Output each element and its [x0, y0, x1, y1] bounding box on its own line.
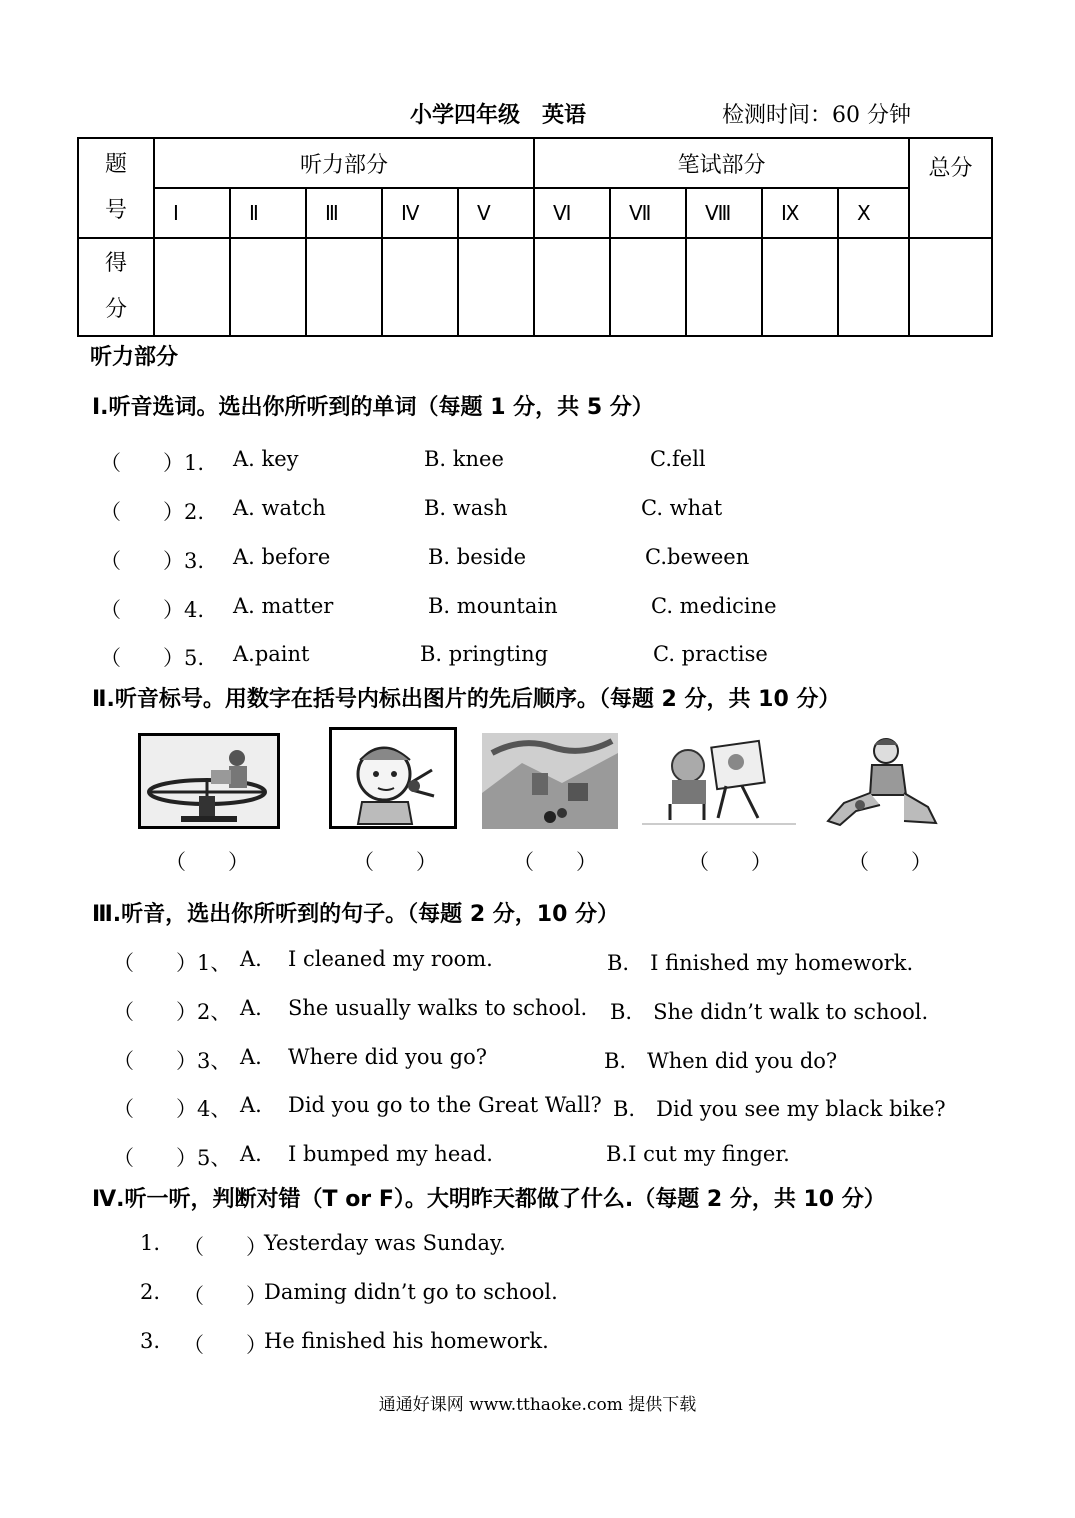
numeral-10: Ⅹ	[838, 188, 909, 238]
score-cell-8[interactable]	[686, 238, 762, 336]
s1-q1-b[interactable]: B. knee	[424, 447, 504, 471]
s1-q5-num: （ ）5.	[100, 646, 205, 670]
numeral-8: Ⅷ	[686, 188, 762, 238]
tihao-cell	[78, 138, 154, 238]
score-cell-2[interactable]	[230, 238, 306, 336]
s1-q5-c[interactable]: C. practise	[653, 642, 768, 666]
s3-q1-a-label: A.	[240, 947, 262, 971]
painting-icon	[642, 738, 796, 828]
s3-q5-a[interactable]: I bumped my head.	[288, 1142, 493, 1166]
s3-q1-a[interactable]: I cleaned my room.	[288, 947, 493, 971]
s1-q2-c[interactable]: C. what	[641, 496, 723, 520]
total-header: 总分	[909, 138, 992, 238]
s4-q3-num: 3.	[140, 1329, 161, 1353]
s3-q3-num: （ ）3、	[113, 1049, 232, 1073]
s4-q3-bracket[interactable]: （ ）	[183, 1333, 267, 1357]
merry-go-round-icon	[138, 733, 280, 829]
section1-title: Ⅰ.听音选词。选出你所听到的单词（每题 1 分，共 5 分）	[92, 395, 654, 420]
s1-q4-a[interactable]: A. matter	[233, 594, 334, 618]
s1-q4-b[interactable]: B. mountain	[428, 594, 558, 618]
s3-q5-b[interactable]: B.I cut my finger.	[606, 1142, 790, 1166]
s3-q5-num: （ ）5、	[113, 1146, 232, 1170]
numeral-3: Ⅲ	[306, 188, 382, 238]
s3-q3-a-label: A.	[240, 1045, 262, 1069]
great-wall-icon	[482, 733, 618, 829]
defen-label: 得 分	[104, 251, 127, 322]
score-table	[77, 137, 993, 337]
s1-q3-b[interactable]: B. beside	[428, 545, 527, 569]
tihao-label: 题 号	[104, 152, 127, 223]
s1-q1-a[interactable]: A. key	[233, 447, 299, 471]
listening-header: 听力部分	[154, 138, 534, 188]
footer-credit: 通通好课网 www.tthaoke.com 提供下载	[378, 1395, 697, 1415]
s1-q3-num: （ ）3.	[100, 549, 205, 573]
score-cell-7[interactable]	[610, 238, 686, 336]
s4-q2-text: Daming didn’t go to school.	[264, 1280, 558, 1304]
s3-q4-a[interactable]: Did you go to the Great Wall?	[288, 1093, 602, 1117]
s3-q2-a[interactable]: She usually walks to school.	[288, 996, 588, 1020]
exam-time: 检测时间：60 分钟	[722, 103, 911, 128]
s3-q5-a-label: A.	[240, 1142, 262, 1166]
s1-q5-a[interactable]: A.paint	[233, 642, 310, 666]
s4-q1-bracket[interactable]: （ ）	[183, 1235, 267, 1259]
s1-q1-c[interactable]: C.fell	[650, 447, 706, 471]
s3-q2-a-label: A.	[240, 996, 262, 1020]
s4-q3-text: He finished his homework.	[264, 1329, 549, 1353]
numeral-7: Ⅶ	[610, 188, 686, 238]
numeral-6: Ⅵ	[534, 188, 610, 238]
s1-q5-b[interactable]: B. pringting	[420, 642, 549, 666]
s4-q2-bracket[interactable]: （ ）	[183, 1284, 267, 1308]
score-cell-total[interactable]	[909, 238, 992, 336]
score-cell-4[interactable]	[382, 238, 458, 336]
s1-q1-num: （ ）1.	[100, 451, 205, 475]
defen-cell	[78, 238, 154, 336]
s3-q1-b[interactable]: B. I finished my homework.	[607, 951, 914, 975]
s3-q4-num: （ ）4、	[113, 1097, 232, 1121]
section3-title: Ⅲ.听音，选出你所听到的句子。（每题 2 分，10 分）	[92, 902, 620, 927]
s1-q3-a[interactable]: A. before	[233, 545, 331, 569]
score-cell-1[interactable]	[154, 238, 230, 336]
numeral-9: Ⅸ	[762, 188, 838, 238]
section4-title: Ⅳ.听一听，判断对错（T or F）。大明昨天都做了什么.（每题 2 分，共 10 分）	[92, 1187, 886, 1212]
part-title: 听力部分	[90, 345, 179, 370]
score-cell-9[interactable]	[762, 238, 838, 336]
s4-q1-num: 1.	[140, 1231, 161, 1255]
pic-bracket-1[interactable]: （ ）	[165, 850, 249, 874]
s1-q2-b[interactable]: B. wash	[424, 496, 508, 520]
s3-q4-a-label: A.	[240, 1093, 262, 1117]
s4-q2-num: 2.	[140, 1280, 161, 1304]
pic-bracket-4[interactable]: （ ）	[688, 850, 772, 874]
s3-q1-num: （ ）1、	[113, 951, 232, 975]
score-cell-3[interactable]	[306, 238, 382, 336]
s3-q4-b[interactable]: B. Did you see my black bike?	[613, 1097, 946, 1121]
s1-q3-c[interactable]: C.beween	[645, 545, 750, 569]
exam-title: 小学四年级 英语	[410, 102, 587, 128]
s1-q4-num: （ ）4.	[100, 598, 205, 622]
boy-cutting-icon	[329, 727, 457, 829]
numeral-5: Ⅴ	[458, 188, 534, 238]
s3-q2-num: （ ）2、	[113, 1000, 232, 1024]
score-cell-6[interactable]	[534, 238, 610, 336]
boy-knee-icon	[824, 733, 940, 829]
numeral-4: Ⅳ	[382, 188, 458, 238]
numeral-1: Ⅰ	[154, 188, 230, 238]
s3-q3-a[interactable]: Where did you go?	[288, 1045, 488, 1069]
pic-bracket-2[interactable]: （ ）	[353, 850, 437, 874]
pic-bracket-5[interactable]: （ ）	[848, 850, 932, 874]
section2-title: Ⅱ.听音标号。用数字在括号内标出图片的先后顺序。（每题 2 分，共 10 分）	[92, 687, 841, 712]
numeral-2: Ⅱ	[230, 188, 306, 238]
s3-q2-b[interactable]: B. She didn’t walk to school.	[610, 1000, 929, 1024]
s1-q2-a[interactable]: A. watch	[233, 496, 326, 520]
writing-header: 笔试部分	[534, 138, 909, 188]
pic-bracket-3[interactable]: （ ）	[513, 850, 597, 874]
score-cell-5[interactable]	[458, 238, 534, 336]
s3-q3-b[interactable]: B. When did you do?	[604, 1049, 838, 1073]
s1-q4-c[interactable]: C. medicine	[651, 594, 777, 618]
score-cell-10[interactable]	[838, 238, 909, 336]
s1-q2-num: （ ）2.	[100, 500, 205, 524]
s4-q1-text: Yesterday was Sunday.	[264, 1231, 506, 1255]
